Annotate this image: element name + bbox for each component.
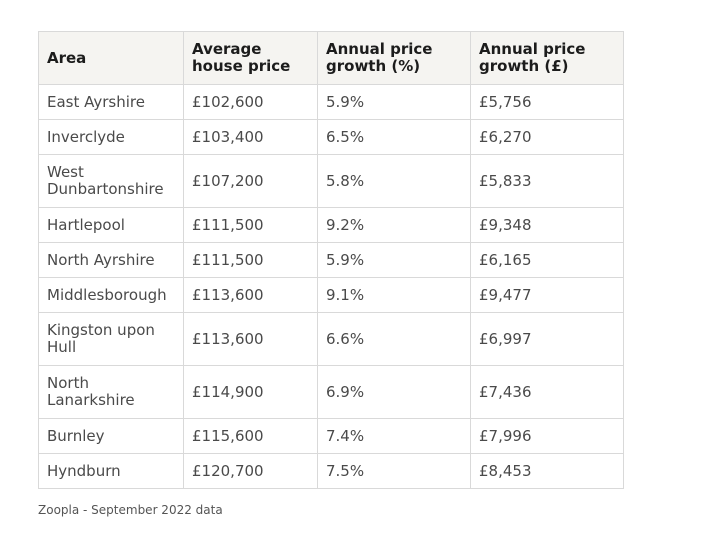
growth-pounds-cell: £5,833 [471, 155, 624, 208]
header-average-house-price: Average house price [184, 32, 318, 85]
price-cell: £111,500 [184, 208, 318, 243]
table-row [39, 85, 624, 120]
table-row [39, 313, 624, 366]
area-cell: East Ayrshire [39, 85, 184, 120]
area-cell: Middlesborough [39, 278, 184, 313]
growth-pounds-cell: £8,453 [471, 454, 624, 489]
growth-percent-cell: 5.9% [318, 85, 471, 120]
table-row [39, 155, 624, 208]
growth-pounds-cell: £7,996 [471, 419, 624, 454]
table-row [39, 278, 624, 313]
growth-pounds-cell: £6,997 [471, 313, 624, 366]
growth-pounds-cell: £9,477 [471, 278, 624, 313]
area-cell: Kingston upon Hull [39, 313, 184, 366]
area-cell: West Dunbartonshire [39, 155, 184, 208]
price-cell: £115,600 [184, 419, 318, 454]
growth-pounds-cell: £6,270 [471, 120, 624, 155]
table-row [39, 366, 624, 419]
table-row [39, 208, 624, 243]
area-cell: North Lanarkshire [39, 366, 184, 419]
growth-percent-cell: 6.9% [318, 366, 471, 419]
growth-pounds-cell: £7,436 [471, 366, 624, 419]
area-cell: Hyndburn [39, 454, 184, 489]
growth-percent-cell: 9.2% [318, 208, 471, 243]
header-annual-growth-percent: Annual price growth (%) [318, 32, 471, 85]
price-cell: £111,500 [184, 243, 318, 278]
price-cell: £114,900 [184, 366, 318, 419]
table-row [39, 120, 624, 155]
area-cell: North Ayrshire [39, 243, 184, 278]
header-annual-growth-pounds: Annual price growth (£) [471, 32, 624, 85]
growth-percent-cell: 7.4% [318, 419, 471, 454]
price-cell: £113,600 [184, 278, 318, 313]
header-area: Area [39, 32, 184, 85]
price-cell: £102,600 [184, 85, 318, 120]
area-cell: Inverclyde [39, 120, 184, 155]
price-cell: £113,600 [184, 313, 318, 366]
growth-pounds-cell: £5,756 [471, 85, 624, 120]
table-row [39, 243, 624, 278]
source-caption: Zoopla - September 2022 data [38, 503, 223, 517]
house-price-table [38, 31, 624, 489]
growth-percent-cell: 6.6% [318, 313, 471, 366]
table-row [39, 419, 624, 454]
price-cell: £120,700 [184, 454, 318, 489]
area-cell: Hartlepool [39, 208, 184, 243]
growth-pounds-cell: £6,165 [471, 243, 624, 278]
table-header [39, 32, 624, 85]
growth-percent-cell: 7.5% [318, 454, 471, 489]
house-price-table-container [38, 31, 624, 489]
area-cell: Burnley [39, 419, 184, 454]
price-cell: £103,400 [184, 120, 318, 155]
growth-percent-cell: 5.8% [318, 155, 471, 208]
growth-pounds-cell: £9,348 [471, 208, 624, 243]
growth-percent-cell: 6.5% [318, 120, 471, 155]
table-body [39, 85, 624, 489]
growth-percent-cell: 9.1% [318, 278, 471, 313]
table-row [39, 454, 624, 489]
price-cell: £107,200 [184, 155, 318, 208]
growth-percent-cell: 5.9% [318, 243, 471, 278]
header-row [39, 32, 624, 85]
